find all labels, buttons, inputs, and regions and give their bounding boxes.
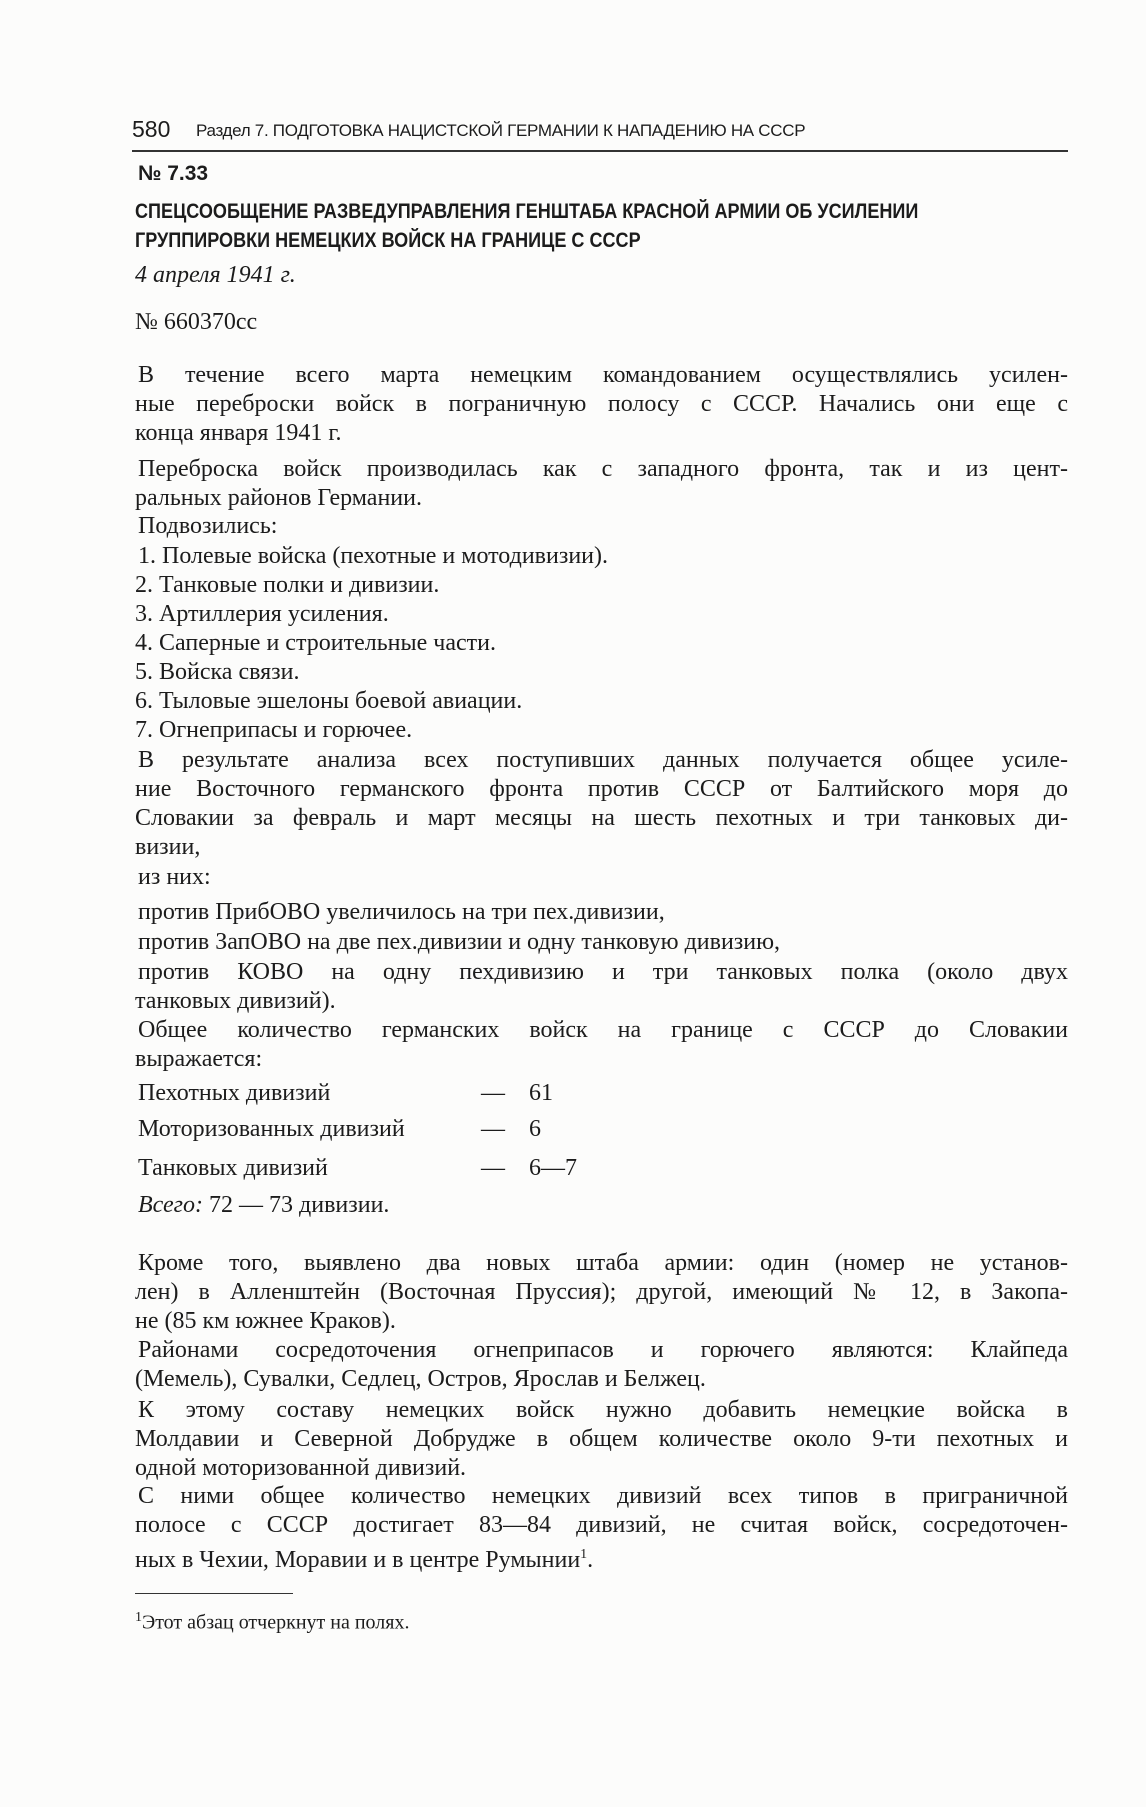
division-value: 6—7 bbox=[529, 1155, 577, 1181]
paragraph bbox=[135, 512, 1068, 541]
text-line: полосе с СССР достигает 83—84 дивизий, не считая войск, сосредоточен- bbox=[135, 1512, 1068, 1538]
text-line: лен) в Алленштейн (Восточная Пруссия); другой, имеющий № 12, в Закопа- bbox=[135, 1279, 1068, 1305]
text-line: Словакии за февраль и март месяцы на шесть пехотных и три танковых ди- bbox=[135, 805, 1068, 831]
document-number: № 7.33 bbox=[138, 162, 209, 185]
text-line: Молдавии и Северной Добрудже в общем количестве около 9-ти пехотных и bbox=[135, 1426, 1068, 1452]
text-line bbox=[135, 1540, 1068, 1573]
period: . bbox=[587, 1547, 594, 1573]
running-header: Раздел 7. ПОДГОТОВКА НАЦИСТСКОЙ ГЕРМАНИИ К НАПАДЕНИЮ НА СССР bbox=[196, 121, 806, 140]
text-line: против ПрибОВО увеличилось на три пех.дивизии, bbox=[138, 899, 665, 925]
division-dash: — bbox=[481, 1080, 505, 1106]
paragraph bbox=[135, 361, 1068, 448]
text-line: выражается: bbox=[135, 1046, 263, 1072]
text-line: танковых дивизий). bbox=[135, 988, 336, 1014]
list-item: 2. Танковые полки и дивизии. bbox=[135, 572, 440, 598]
text-line: конца января 1941 г. bbox=[135, 420, 342, 446]
list-item: 4. Саперные и строительные части. bbox=[135, 630, 496, 656]
footnote-ref: 1 bbox=[580, 1547, 588, 1562]
document-date: 4 апреля 1941 г. bbox=[135, 262, 296, 288]
paragraph bbox=[135, 1249, 1068, 1336]
paragraph bbox=[135, 746, 1068, 862]
text-line: (Мемель), Сувалки, Седлец, Остров, Ярослав и Белжец. bbox=[135, 1366, 706, 1392]
text-line: Районами сосредоточения огнеприпасов и горючего являются: Клайпеда bbox=[138, 1337, 1068, 1363]
header-rule bbox=[132, 150, 1068, 152]
text-line: из них: bbox=[138, 864, 211, 890]
division-row bbox=[138, 1155, 577, 1182]
division-value: 6 bbox=[529, 1116, 541, 1142]
paragraph bbox=[135, 1396, 1068, 1483]
text-line: В результате анализа всех поступивших данных получается общее усиле- bbox=[138, 747, 1068, 773]
text-line: Подвозились: bbox=[138, 513, 278, 539]
text-line: одной моторизованной дивизий. bbox=[135, 1455, 467, 1481]
footnote-rule bbox=[135, 1593, 293, 1594]
text-line: против КОВО на одну пехдивизию и три танковых полка (около двух bbox=[138, 959, 1068, 985]
total-value: 72 — 73 дивизии. bbox=[203, 1192, 390, 1218]
text-line: К этому составу немецких войск нужно добавить немецкие войска в bbox=[138, 1397, 1068, 1423]
text-line: С ними общее количество немецких дивизий всех типов в приграничной bbox=[138, 1483, 1068, 1509]
page-number: 580 bbox=[132, 116, 171, 142]
paragraph bbox=[135, 898, 1068, 927]
division-dash: — bbox=[481, 1155, 505, 1181]
footnote-mark: 1 bbox=[135, 1610, 142, 1625]
division-value: 61 bbox=[529, 1080, 553, 1106]
document-title-line: СПЕЦСООБЩЕНИЕ РАЗВЕДУПРАВЛЕНИЯ ГЕНШТАБА КРАСНОЙ АРМИИ ОБ УСИЛЕНИИ bbox=[135, 200, 919, 223]
total-row bbox=[138, 1192, 389, 1219]
total-label: Всего: bbox=[138, 1192, 204, 1218]
paragraph bbox=[135, 1482, 1068, 1573]
text-line: В течение всего марта немецким командованием осуществлялись усилен- bbox=[138, 362, 1068, 388]
paragraph bbox=[135, 1336, 1068, 1394]
division-dash: — bbox=[481, 1116, 505, 1142]
division-row bbox=[138, 1080, 553, 1107]
paragraph bbox=[135, 863, 1068, 892]
document-title-line: ГРУППИРОВКИ НЕМЕЦКИХ ВОЙСК НА ГРАНИЦЕ С СССР bbox=[135, 229, 641, 252]
text-line: Переброска войск производилась как с западного фронта, так и из цент- bbox=[138, 456, 1068, 482]
registration-number: № 660370сс bbox=[135, 309, 258, 335]
division-row bbox=[138, 1116, 541, 1143]
text-line: Кроме того, выявлено два новых штаба армии: один (номер не установ- bbox=[138, 1250, 1068, 1276]
paragraph bbox=[135, 958, 1068, 1016]
division-label: Пехотных дивизий bbox=[138, 1080, 331, 1106]
list-item: 7. Огнеприпасы и горючее. bbox=[135, 717, 413, 743]
text-line: ние Восточного германского фронта против СССР от Балтийского моря до bbox=[135, 776, 1068, 802]
text-line: Общее количество германских войск на границе с СССР до Словакии bbox=[138, 1017, 1068, 1043]
list-item: 6. Тыловые эшелоны боевой авиации. bbox=[135, 688, 523, 714]
text-line: визии, bbox=[135, 834, 201, 860]
list-item: 5. Войска связи. bbox=[135, 659, 300, 685]
text-line: ральных районов Германии. bbox=[135, 485, 422, 511]
paragraph bbox=[135, 928, 1068, 957]
footnote-text: Этот абзац отчеркнут на полях. bbox=[142, 1611, 410, 1634]
list bbox=[135, 542, 1068, 745]
text-line-content: ных в Чехии, Моравии и в центре Румынии bbox=[135, 1547, 581, 1573]
paragraph bbox=[135, 1016, 1068, 1074]
paragraph bbox=[135, 455, 1068, 513]
text-line: не (85 км южнее Краков). bbox=[135, 1308, 396, 1334]
footnote bbox=[135, 1610, 409, 1635]
division-label: Танковых дивизий bbox=[138, 1155, 328, 1181]
division-label: Моторизованных дивизий bbox=[138, 1116, 405, 1142]
list-item: 3. Артиллерия усиления. bbox=[135, 601, 389, 627]
text-line: против ЗапОВО на две пех.дивизии и одну танковую дивизию, bbox=[138, 929, 781, 955]
list-item: 1. Полевые войска (пехотные и мотодивизии). bbox=[138, 543, 609, 569]
text-line: ные переброски войск в пограничную полосу с СССР. Начались они еще с bbox=[135, 391, 1068, 417]
